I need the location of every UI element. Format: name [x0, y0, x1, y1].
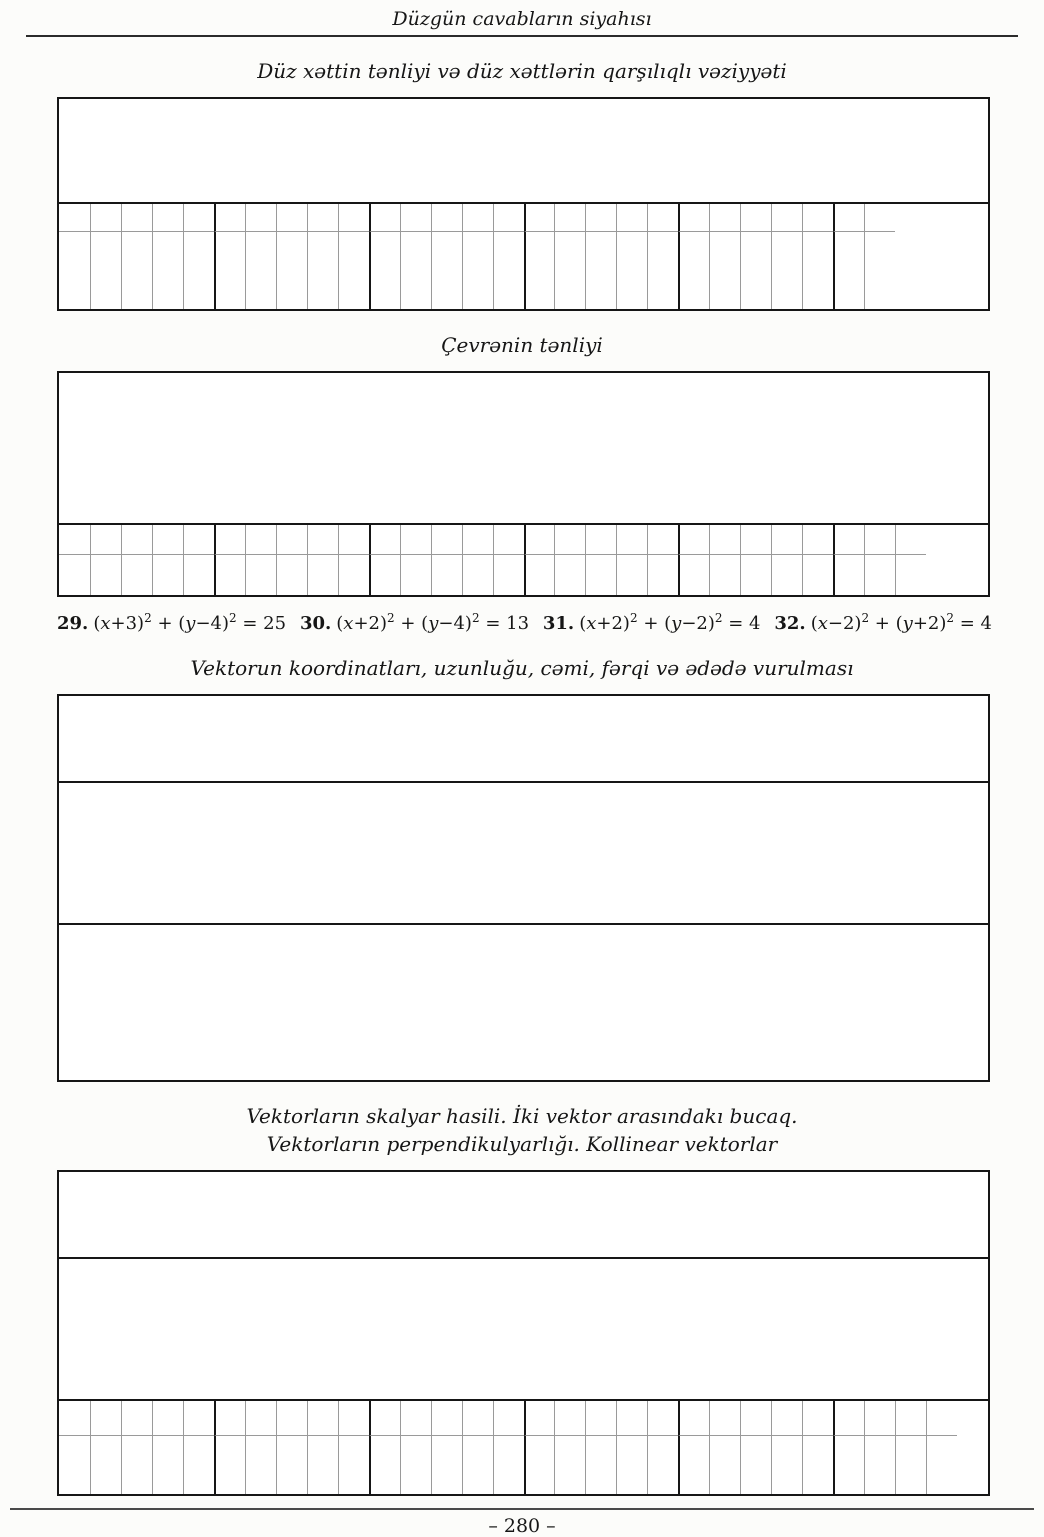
number-cell [276, 1401, 307, 1436]
number-cell [276, 525, 307, 555]
number-cell [554, 1401, 585, 1436]
number-cell [833, 1401, 864, 1436]
equation-item [774, 611, 992, 634]
answer-cell [524, 1436, 555, 1494]
answer-cell [771, 1436, 802, 1494]
answer-cell [493, 555, 524, 595]
answer-cell [895, 555, 926, 595]
table-answer-row [59, 1200, 988, 1257]
number-cell [864, 525, 895, 555]
answer-cell [833, 555, 864, 595]
answer-cell [214, 555, 245, 595]
answer-cell [771, 555, 802, 595]
equation-formula: $(x-2)^2 + (y+2)^2 = 4$ [810, 611, 992, 634]
equation-item [57, 611, 286, 634]
answer-cell [462, 555, 493, 595]
number-cell [214, 525, 245, 555]
table-number-row [59, 696, 988, 724]
number-cell [493, 525, 524, 555]
answer-cell [90, 1436, 121, 1494]
answer-cell [864, 232, 895, 309]
number-cell [152, 204, 183, 232]
answer-cell [400, 232, 431, 309]
number-cell [833, 525, 864, 555]
answer-cell [709, 555, 740, 595]
number-cell [740, 1401, 771, 1436]
answer-cell [493, 232, 524, 309]
number-cell [245, 525, 276, 555]
table-answer-row [59, 403, 988, 523]
answer-cell [245, 555, 276, 595]
number-cell [307, 204, 338, 232]
number-cell [90, 204, 121, 232]
number-cell [307, 1401, 338, 1436]
number-cell [59, 525, 90, 555]
number-cell [802, 204, 833, 232]
table-answer-row [59, 724, 988, 781]
answer-cell [152, 1436, 183, 1494]
equation-formula: $(x+2)^2 + (y-4)^2 = 13$ [336, 611, 530, 634]
answer-cell [585, 555, 616, 595]
answer-cell [585, 232, 616, 309]
number-cell [462, 1401, 493, 1436]
equation-item [543, 611, 761, 634]
answer-cell [709, 232, 740, 309]
number-cell [121, 1401, 152, 1436]
answer-cell [245, 1436, 276, 1494]
number-cell [864, 1401, 895, 1436]
answer-cell [183, 232, 214, 309]
answer-cell [338, 232, 369, 309]
document-body [0, 57, 1044, 1496]
number-cell [338, 1401, 369, 1436]
number-cell [585, 1401, 616, 1436]
answer-cell [709, 1436, 740, 1494]
section-title-block [0, 654, 1044, 682]
number-cell [864, 204, 895, 232]
section-title: Vektorun koordinatları, uzunluğu, cəmi, fərqi və ədədə vurulması [190, 656, 854, 680]
section-title: Çevrənin tənliyi [441, 333, 603, 357]
number-cell [121, 204, 152, 232]
answer-cell [493, 1436, 524, 1494]
answer-cell [338, 555, 369, 595]
number-cell [338, 204, 369, 232]
answer-cell [90, 232, 121, 309]
answer-cell [400, 555, 431, 595]
section-title: Vektorların perpendikulyarlığı. Kollinear vektorlar [266, 1132, 778, 1156]
number-cell [369, 1401, 400, 1436]
number-cell [585, 525, 616, 555]
number-cell [678, 525, 709, 555]
number-cell [59, 204, 90, 232]
number-cell [771, 204, 802, 232]
answer-cell [554, 232, 585, 309]
number-cell [183, 525, 214, 555]
answer-cell [616, 555, 647, 595]
answer-cell [740, 555, 771, 595]
number-cell [59, 1401, 90, 1436]
answer-cell [400, 1436, 431, 1494]
answer-cell [647, 1436, 678, 1494]
number-cell [554, 204, 585, 232]
number-cell [369, 204, 400, 232]
number-cell [802, 1401, 833, 1436]
table-answer-row [59, 813, 988, 923]
number-cell [616, 1401, 647, 1436]
answer-cell [647, 232, 678, 309]
equation-number: 32. [774, 613, 806, 634]
number-cell [493, 204, 524, 232]
number-cell [833, 204, 864, 232]
number-cell [462, 525, 493, 555]
answer-cell [59, 555, 90, 595]
answer-cell [276, 555, 307, 595]
answer-cell [462, 1436, 493, 1494]
number-cell [214, 204, 245, 232]
number-cell [307, 525, 338, 555]
answer-cell [307, 1436, 338, 1494]
answer-cell [431, 1436, 462, 1494]
number-cell [400, 1401, 431, 1436]
answer-cell [214, 1436, 245, 1494]
answer-cell [524, 232, 555, 309]
number-cell [524, 204, 555, 232]
answer-table-2 [57, 371, 990, 597]
answer-cell [431, 555, 462, 595]
answer-cell [833, 232, 864, 309]
number-cell [585, 204, 616, 232]
number-cell [183, 204, 214, 232]
answer-cell [276, 232, 307, 309]
answer-cell [307, 555, 338, 595]
equation-number: 29. [57, 613, 89, 634]
answer-cell [833, 1436, 864, 1494]
number-cell [709, 204, 740, 232]
answer-cell [678, 555, 709, 595]
number-cell [245, 204, 276, 232]
answer-cell [338, 1436, 369, 1494]
answer-cell [121, 232, 152, 309]
number-cell [771, 1401, 802, 1436]
number-cell [647, 525, 678, 555]
number-cell [400, 525, 431, 555]
table-number-row [59, 523, 988, 555]
page-number: – 280 – [488, 1515, 556, 1537]
table-answer-row [59, 129, 988, 202]
table-number-row [59, 1172, 988, 1200]
answer-cell [740, 232, 771, 309]
answer-cell [554, 1436, 585, 1494]
header-rule [26, 35, 1018, 37]
number-cell [647, 1401, 678, 1436]
page-header-title: Düzgün cavabların siyahısı [392, 8, 652, 30]
number-cell [276, 204, 307, 232]
table-answer-row [59, 555, 988, 595]
number-cell [740, 525, 771, 555]
answer-cell [647, 555, 678, 595]
answer-cell [895, 1436, 926, 1494]
answer-cell [740, 1436, 771, 1494]
number-cell [709, 1401, 740, 1436]
equation-item [300, 611, 529, 634]
table-number-row [59, 781, 988, 813]
answer-cell [864, 555, 895, 595]
number-cell [431, 525, 462, 555]
answer-cell [864, 1436, 895, 1494]
number-cell [678, 1401, 709, 1436]
answer-cell [926, 1436, 957, 1494]
answer-table-1 [57, 97, 990, 311]
equation-formula: $(x+2)^2 + (y-2)^2 = 4$ [579, 611, 761, 634]
answer-cell [59, 1436, 90, 1494]
answer-cell [59, 232, 90, 309]
answer-cell [771, 232, 802, 309]
number-cell [524, 525, 555, 555]
number-cell [709, 525, 740, 555]
answer-cell [183, 1436, 214, 1494]
answer-cell [554, 555, 585, 595]
number-cell [431, 204, 462, 232]
answer-cell [214, 232, 245, 309]
number-cell [152, 1401, 183, 1436]
number-cell [926, 1401, 957, 1436]
section-title: Düz xəttin tənliyi və düz xəttlərin qarşılıqlı vəziyyəti [257, 59, 787, 83]
number-cell [678, 204, 709, 232]
answer-cell [183, 555, 214, 595]
table-number-row [59, 99, 988, 129]
section-title-block [0, 331, 1044, 359]
number-cell [616, 204, 647, 232]
number-cell [802, 525, 833, 555]
number-cell [554, 525, 585, 555]
number-cell [338, 525, 369, 555]
number-cell [895, 525, 926, 555]
answer-cell [121, 555, 152, 595]
footer-rule [10, 1508, 1034, 1510]
answer-cell [616, 232, 647, 309]
number-cell [152, 525, 183, 555]
answer-cell [90, 555, 121, 595]
table-answer-row [59, 232, 988, 309]
answer-table-5 [57, 1170, 990, 1496]
answer-cell [802, 232, 833, 309]
answer-cell [802, 555, 833, 595]
table-number-row [59, 923, 988, 960]
answer-cell [431, 232, 462, 309]
number-cell [400, 204, 431, 232]
answer-cell [152, 232, 183, 309]
equation-number: 31. [542, 613, 575, 634]
table-number-row [59, 1257, 988, 1286]
number-cell [647, 204, 678, 232]
number-cell [90, 1401, 121, 1436]
table-answer-row [59, 960, 988, 1080]
answer-cell [121, 1436, 152, 1494]
number-cell [895, 1401, 926, 1436]
table-number-row [59, 202, 988, 232]
table-answer-row [59, 1436, 988, 1494]
number-cell [493, 1401, 524, 1436]
answer-cell [369, 555, 400, 595]
answer-cell [678, 232, 709, 309]
equation-formula: $(x+3)^2 + (y-4)^2 = 25$ [93, 611, 287, 634]
table-number-row [59, 373, 988, 403]
answer-cell [462, 232, 493, 309]
number-cell [245, 1401, 276, 1436]
answer-cell [524, 555, 555, 595]
section-title-block [0, 57, 1044, 85]
number-cell [524, 1401, 555, 1436]
answer-table-4 [57, 694, 990, 1082]
answer-cell [152, 555, 183, 595]
table-number-row [59, 1399, 988, 1436]
number-cell [121, 525, 152, 555]
number-cell [90, 525, 121, 555]
answer-cell [369, 232, 400, 309]
number-cell [431, 1401, 462, 1436]
number-cell [214, 1401, 245, 1436]
number-cell [740, 204, 771, 232]
answer-cell [245, 232, 276, 309]
number-cell [369, 525, 400, 555]
equation-number: 30. [299, 613, 332, 634]
answer-cell [307, 232, 338, 309]
table-answer-row [59, 1286, 988, 1399]
answer-cell [678, 1436, 709, 1494]
answer-cell [616, 1436, 647, 1494]
answer-cell [369, 1436, 400, 1494]
number-cell [462, 204, 493, 232]
section-title-block [0, 1102, 1044, 1158]
equations-line [57, 611, 992, 634]
answer-cell [802, 1436, 833, 1494]
section-title: Vektorların skalyar hasili. İki vektor arasındakı bucaq. [246, 1104, 798, 1128]
number-cell [771, 525, 802, 555]
answer-cell [276, 1436, 307, 1494]
number-cell [183, 1401, 214, 1436]
number-cell [616, 525, 647, 555]
answer-cell [585, 1436, 616, 1494]
